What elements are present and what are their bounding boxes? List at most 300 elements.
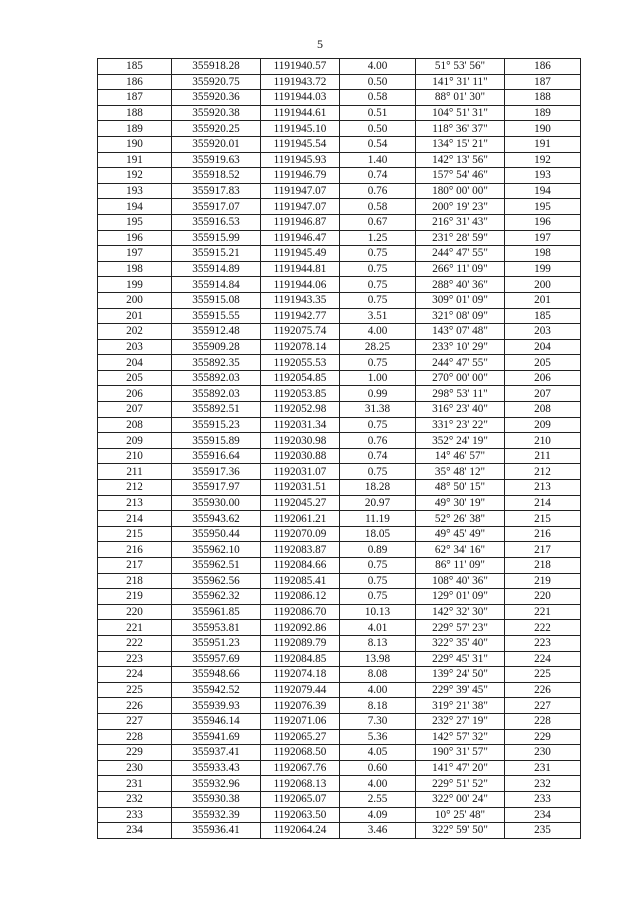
- y-coordinate-cell: 1191943.72: [261, 74, 340, 90]
- table-row: [98, 74, 581, 90]
- point-number-cell: 225: [98, 682, 172, 698]
- bearing-cell: 142° 32' 30": [416, 604, 505, 620]
- distance-cell: 11.19: [340, 511, 416, 527]
- y-coordinate-cell: 1192030.98: [261, 433, 340, 449]
- next-point-number-cell: 203: [505, 324, 581, 340]
- x-coordinate-cell: 355930.00: [172, 495, 261, 511]
- table-row: [98, 152, 581, 168]
- point-number-cell: 202: [98, 324, 172, 340]
- table-row: [98, 355, 581, 371]
- distance-cell: 0.60: [340, 760, 416, 776]
- next-point-number-cell: 207: [505, 386, 581, 402]
- table-row: [98, 214, 581, 230]
- distance-cell: 7.30: [340, 713, 416, 729]
- x-coordinate-cell: 355917.36: [172, 464, 261, 480]
- x-coordinate-cell: 355909.28: [172, 339, 261, 355]
- next-point-number-cell: 208: [505, 402, 581, 418]
- x-coordinate-cell: 355920.38: [172, 105, 261, 121]
- x-coordinate-cell: 355942.52: [172, 682, 261, 698]
- bearing-cell: 232° 27' 19": [416, 713, 505, 729]
- y-coordinate-cell: 1191945.10: [261, 121, 340, 137]
- next-point-number-cell: 191: [505, 136, 581, 152]
- y-coordinate-cell: 1191944.81: [261, 261, 340, 277]
- x-coordinate-cell: 355892.51: [172, 402, 261, 418]
- x-coordinate-cell: 355912.48: [172, 324, 261, 340]
- distance-cell: 5.36: [340, 729, 416, 745]
- point-number-cell: 216: [98, 542, 172, 558]
- table-row: [98, 791, 581, 807]
- x-coordinate-cell: 355915.89: [172, 433, 261, 449]
- bearing-cell: 270° 00' 00": [416, 370, 505, 386]
- table-row: [98, 183, 581, 199]
- distance-cell: 8.08: [340, 667, 416, 683]
- y-coordinate-cell: 1192084.66: [261, 558, 340, 574]
- y-coordinate-cell: 1192031.07: [261, 464, 340, 480]
- y-coordinate-cell: 1191947.07: [261, 199, 340, 215]
- next-point-number-cell: 221: [505, 604, 581, 620]
- x-coordinate-cell: 355950.44: [172, 526, 261, 542]
- next-point-number-cell: 214: [505, 495, 581, 511]
- point-number-cell: 199: [98, 277, 172, 293]
- bearing-cell: 134° 15' 21": [416, 136, 505, 152]
- point-number-cell: 234: [98, 823, 172, 839]
- next-point-number-cell: 210: [505, 433, 581, 449]
- x-coordinate-cell: 355933.43: [172, 760, 261, 776]
- distance-cell: 0.50: [340, 74, 416, 90]
- table-row: [98, 90, 581, 106]
- bearing-cell: 143° 07' 48": [416, 324, 505, 340]
- x-coordinate-cell: 355915.08: [172, 292, 261, 308]
- next-point-number-cell: 224: [505, 651, 581, 667]
- point-number-cell: 207: [98, 402, 172, 418]
- y-coordinate-cell: 1191940.57: [261, 59, 340, 75]
- distance-cell: 0.99: [340, 386, 416, 402]
- y-coordinate-cell: 1191947.07: [261, 183, 340, 199]
- x-coordinate-cell: 355962.51: [172, 558, 261, 574]
- table-row: [98, 136, 581, 152]
- next-point-number-cell: 186: [505, 59, 581, 75]
- x-coordinate-cell: 355951.23: [172, 635, 261, 651]
- point-number-cell: 221: [98, 620, 172, 636]
- point-number-cell: 222: [98, 635, 172, 651]
- y-coordinate-cell: 1192067.76: [261, 760, 340, 776]
- y-coordinate-cell: 1192085.41: [261, 573, 340, 589]
- distance-cell: 4.00: [340, 776, 416, 792]
- point-number-cell: 218: [98, 573, 172, 589]
- y-coordinate-cell: 1192031.51: [261, 480, 340, 496]
- bearing-cell: 316° 23' 40": [416, 402, 505, 418]
- bearing-cell: 142° 13' 56": [416, 152, 505, 168]
- distance-cell: 0.76: [340, 433, 416, 449]
- x-coordinate-cell: 355941.69: [172, 729, 261, 745]
- distance-cell: 0.75: [340, 261, 416, 277]
- x-coordinate-cell: 355892.35: [172, 355, 261, 371]
- next-point-number-cell: 211: [505, 448, 581, 464]
- table-row: [98, 386, 581, 402]
- table-row: [98, 261, 581, 277]
- coordinates-table-body: [98, 59, 581, 839]
- next-point-number-cell: 213: [505, 480, 581, 496]
- distance-cell: 0.75: [340, 464, 416, 480]
- bearing-cell: 14° 46' 57": [416, 448, 505, 464]
- bearing-cell: 180° 00' 00": [416, 183, 505, 199]
- distance-cell: 18.28: [340, 480, 416, 496]
- bearing-cell: 288° 40' 36": [416, 277, 505, 293]
- next-point-number-cell: 215: [505, 511, 581, 527]
- y-coordinate-cell: 1191943.35: [261, 292, 340, 308]
- table-row: [98, 604, 581, 620]
- point-number-cell: 232: [98, 791, 172, 807]
- point-number-cell: 227: [98, 713, 172, 729]
- distance-cell: 0.75: [340, 277, 416, 293]
- point-number-cell: 196: [98, 230, 172, 246]
- next-point-number-cell: 200: [505, 277, 581, 293]
- bearing-cell: 157° 54' 46": [416, 168, 505, 184]
- y-coordinate-cell: 1192068.50: [261, 745, 340, 761]
- table-row: [98, 620, 581, 636]
- x-coordinate-cell: 355930.38: [172, 791, 261, 807]
- next-point-number-cell: 199: [505, 261, 581, 277]
- point-number-cell: 186: [98, 74, 172, 90]
- y-coordinate-cell: 1192078.14: [261, 339, 340, 355]
- x-coordinate-cell: 355914.89: [172, 261, 261, 277]
- bearing-cell: 52° 26' 38": [416, 511, 505, 527]
- next-point-number-cell: 189: [505, 105, 581, 121]
- bearing-cell: 141° 31' 11": [416, 74, 505, 90]
- point-number-cell: 210: [98, 448, 172, 464]
- distance-cell: 0.75: [340, 355, 416, 371]
- point-number-cell: 215: [98, 526, 172, 542]
- x-coordinate-cell: 355915.99: [172, 230, 261, 246]
- bearing-cell: 216° 31' 43": [416, 214, 505, 230]
- point-number-cell: 213: [98, 495, 172, 511]
- bearing-cell: 48° 50' 15": [416, 480, 505, 496]
- x-coordinate-cell: 355920.36: [172, 90, 261, 106]
- y-coordinate-cell: 1191946.47: [261, 230, 340, 246]
- point-number-cell: 223: [98, 651, 172, 667]
- next-point-number-cell: 192: [505, 152, 581, 168]
- y-coordinate-cell: 1192089.79: [261, 635, 340, 651]
- point-number-cell: 205: [98, 370, 172, 386]
- distance-cell: 0.75: [340, 558, 416, 574]
- distance-cell: 8.13: [340, 635, 416, 651]
- x-coordinate-cell: 355962.56: [172, 573, 261, 589]
- table-row: [98, 480, 581, 496]
- table-row: [98, 698, 581, 714]
- next-point-number-cell: 234: [505, 807, 581, 823]
- bearing-cell: 244° 47' 55": [416, 246, 505, 262]
- distance-cell: 0.54: [340, 136, 416, 152]
- x-coordinate-cell: 355962.10: [172, 542, 261, 558]
- table-row: [98, 573, 581, 589]
- distance-cell: 0.75: [340, 589, 416, 605]
- x-coordinate-cell: 355957.69: [172, 651, 261, 667]
- next-point-number-cell: 185: [505, 308, 581, 324]
- table-row: [98, 339, 581, 355]
- next-point-number-cell: 216: [505, 526, 581, 542]
- point-number-cell: 200: [98, 292, 172, 308]
- bearing-cell: 35° 48' 12": [416, 464, 505, 480]
- point-number-cell: 209: [98, 433, 172, 449]
- x-coordinate-cell: 355937.41: [172, 745, 261, 761]
- point-number-cell: 189: [98, 121, 172, 137]
- distance-cell: 2.55: [340, 791, 416, 807]
- y-coordinate-cell: 1191944.03: [261, 90, 340, 106]
- distance-cell: 4.01: [340, 620, 416, 636]
- bearing-cell: 62° 34' 16": [416, 542, 505, 558]
- x-coordinate-cell: 355914.84: [172, 277, 261, 293]
- distance-cell: 0.75: [340, 573, 416, 589]
- distance-cell: 4.05: [340, 745, 416, 761]
- bearing-cell: 321° 08' 09": [416, 308, 505, 324]
- distance-cell: 4.00: [340, 324, 416, 340]
- distance-cell: 4.00: [340, 59, 416, 75]
- next-point-number-cell: 229: [505, 729, 581, 745]
- next-point-number-cell: 197: [505, 230, 581, 246]
- distance-cell: 0.58: [340, 199, 416, 215]
- x-coordinate-cell: 355916.64: [172, 448, 261, 464]
- x-coordinate-cell: 355961.85: [172, 604, 261, 620]
- table-row: [98, 526, 581, 542]
- y-coordinate-cell: 1192070.09: [261, 526, 340, 542]
- x-coordinate-cell: 355915.55: [172, 308, 261, 324]
- table-row: [98, 682, 581, 698]
- distance-cell: 13.98: [340, 651, 416, 667]
- distance-cell: 0.89: [340, 542, 416, 558]
- distance-cell: 8.18: [340, 698, 416, 714]
- x-coordinate-cell: 355953.81: [172, 620, 261, 636]
- point-number-cell: 185: [98, 59, 172, 75]
- x-coordinate-cell: 355920.01: [172, 136, 261, 152]
- distance-cell: 0.67: [340, 214, 416, 230]
- x-coordinate-cell: 355932.39: [172, 807, 261, 823]
- next-point-number-cell: 204: [505, 339, 581, 355]
- table-row: [98, 558, 581, 574]
- next-point-number-cell: 193: [505, 168, 581, 184]
- distance-cell: 0.75: [340, 292, 416, 308]
- point-number-cell: 211: [98, 464, 172, 480]
- point-number-cell: 204: [98, 355, 172, 371]
- point-number-cell: 198: [98, 261, 172, 277]
- y-coordinate-cell: 1191942.77: [261, 308, 340, 324]
- x-coordinate-cell: 355946.14: [172, 713, 261, 729]
- distance-cell: 3.46: [340, 823, 416, 839]
- bearing-cell: 229° 57' 23": [416, 620, 505, 636]
- y-coordinate-cell: 1191944.06: [261, 277, 340, 293]
- x-coordinate-cell: 355892.03: [172, 370, 261, 386]
- point-number-cell: 187: [98, 90, 172, 106]
- point-number-cell: 231: [98, 776, 172, 792]
- page-number: 5: [317, 37, 323, 51]
- distance-cell: 20.97: [340, 495, 416, 511]
- bearing-cell: 322° 59' 50": [416, 823, 505, 839]
- bearing-cell: 266° 11' 09": [416, 261, 505, 277]
- x-coordinate-cell: 355919.63: [172, 152, 261, 168]
- table-row: [98, 807, 581, 823]
- next-point-number-cell: 220: [505, 589, 581, 605]
- x-coordinate-cell: 355917.07: [172, 199, 261, 215]
- table-row: [98, 464, 581, 480]
- point-number-cell: 197: [98, 246, 172, 262]
- bearing-cell: 49° 30' 19": [416, 495, 505, 511]
- table-row: [98, 776, 581, 792]
- next-point-number-cell: 205: [505, 355, 581, 371]
- distance-cell: 4.09: [340, 807, 416, 823]
- point-number-cell: 230: [98, 760, 172, 776]
- y-coordinate-cell: 1192054.85: [261, 370, 340, 386]
- next-point-number-cell: 225: [505, 667, 581, 683]
- distance-cell: 0.76: [340, 183, 416, 199]
- bearing-cell: 229° 51' 52": [416, 776, 505, 792]
- next-point-number-cell: 188: [505, 90, 581, 106]
- bearing-cell: 141° 47' 20": [416, 760, 505, 776]
- y-coordinate-cell: 1191944.61: [261, 105, 340, 121]
- bearing-cell: 200° 19' 23": [416, 199, 505, 215]
- distance-cell: 1.40: [340, 152, 416, 168]
- bearing-cell: 319° 21' 38": [416, 698, 505, 714]
- bearing-cell: 86° 11' 09": [416, 558, 505, 574]
- table-row: [98, 823, 581, 839]
- x-coordinate-cell: 355939.93: [172, 698, 261, 714]
- next-point-number-cell: 222: [505, 620, 581, 636]
- y-coordinate-cell: 1192052.98: [261, 402, 340, 418]
- point-number-cell: 217: [98, 558, 172, 574]
- bearing-cell: 322° 35' 40": [416, 635, 505, 651]
- y-coordinate-cell: 1191945.49: [261, 246, 340, 262]
- point-number-cell: 193: [98, 183, 172, 199]
- coordinates-table: [97, 58, 581, 839]
- y-coordinate-cell: 1192086.70: [261, 604, 340, 620]
- x-coordinate-cell: 355915.21: [172, 246, 261, 262]
- table-row: [98, 745, 581, 761]
- y-coordinate-cell: 1192055.53: [261, 355, 340, 371]
- bearing-cell: 142° 57' 32": [416, 729, 505, 745]
- table-row: [98, 292, 581, 308]
- next-point-number-cell: 231: [505, 760, 581, 776]
- y-coordinate-cell: 1192086.12: [261, 589, 340, 605]
- next-point-number-cell: 217: [505, 542, 581, 558]
- next-point-number-cell: 209: [505, 417, 581, 433]
- bearing-cell: 309° 01' 09": [416, 292, 505, 308]
- point-number-cell: 208: [98, 417, 172, 433]
- point-number-cell: 194: [98, 199, 172, 215]
- next-point-number-cell: 230: [505, 745, 581, 761]
- point-number-cell: 228: [98, 729, 172, 745]
- next-point-number-cell: 196: [505, 214, 581, 230]
- distance-cell: 4.00: [340, 682, 416, 698]
- x-coordinate-cell: 355932.96: [172, 776, 261, 792]
- y-coordinate-cell: 1192068.13: [261, 776, 340, 792]
- point-number-cell: 206: [98, 386, 172, 402]
- y-coordinate-cell: 1192061.21: [261, 511, 340, 527]
- distance-cell: 28.25: [340, 339, 416, 355]
- next-point-number-cell: 194: [505, 183, 581, 199]
- table-row: [98, 495, 581, 511]
- bearing-cell: 244° 47' 55": [416, 355, 505, 371]
- table-row: [98, 542, 581, 558]
- y-coordinate-cell: 1192076.39: [261, 698, 340, 714]
- y-coordinate-cell: 1192031.34: [261, 417, 340, 433]
- point-number-cell: 203: [98, 339, 172, 355]
- point-number-cell: 229: [98, 745, 172, 761]
- point-number-cell: 188: [98, 105, 172, 121]
- point-number-cell: 212: [98, 480, 172, 496]
- table-row: [98, 308, 581, 324]
- next-point-number-cell: 206: [505, 370, 581, 386]
- distance-cell: 0.51: [340, 105, 416, 121]
- x-coordinate-cell: 355918.52: [172, 168, 261, 184]
- y-coordinate-cell: 1192045.27: [261, 495, 340, 511]
- point-number-cell: 220: [98, 604, 172, 620]
- distance-cell: 1.25: [340, 230, 416, 246]
- next-point-number-cell: 226: [505, 682, 581, 698]
- table-row: [98, 713, 581, 729]
- x-coordinate-cell: 355917.97: [172, 480, 261, 496]
- table-row: [98, 589, 581, 605]
- bearing-cell: 129° 01' 09": [416, 589, 505, 605]
- distance-cell: 3.51: [340, 308, 416, 324]
- table-row: [98, 246, 581, 262]
- distance-cell: 18.05: [340, 526, 416, 542]
- next-point-number-cell: 233: [505, 791, 581, 807]
- table-row: [98, 635, 581, 651]
- table-row: [98, 168, 581, 184]
- point-number-cell: 214: [98, 511, 172, 527]
- next-point-number-cell: 190: [505, 121, 581, 137]
- x-coordinate-cell: 355962.32: [172, 589, 261, 605]
- distance-cell: 10.13: [340, 604, 416, 620]
- bearing-cell: 49° 45' 49": [416, 526, 505, 542]
- table-row: [98, 324, 581, 340]
- bearing-cell: 229° 39' 45": [416, 682, 505, 698]
- table-row: [98, 511, 581, 527]
- bearing-cell: 51° 53' 56": [416, 59, 505, 75]
- point-number-cell: 195: [98, 214, 172, 230]
- table-row: [98, 760, 581, 776]
- x-coordinate-cell: 355917.83: [172, 183, 261, 199]
- y-coordinate-cell: 1191945.93: [261, 152, 340, 168]
- y-coordinate-cell: 1191945.54: [261, 136, 340, 152]
- next-point-number-cell: 218: [505, 558, 581, 574]
- distance-cell: 0.74: [340, 168, 416, 184]
- x-coordinate-cell: 355943.62: [172, 511, 261, 527]
- distance-cell: 0.50: [340, 121, 416, 137]
- bearing-cell: 88° 01' 30": [416, 90, 505, 106]
- y-coordinate-cell: 1192083.87: [261, 542, 340, 558]
- point-number-cell: 190: [98, 136, 172, 152]
- point-number-cell: 226: [98, 698, 172, 714]
- y-coordinate-cell: 1192084.85: [261, 651, 340, 667]
- x-coordinate-cell: 355936.41: [172, 823, 261, 839]
- point-number-cell: 192: [98, 168, 172, 184]
- y-coordinate-cell: 1192053.85: [261, 386, 340, 402]
- distance-cell: 31.38: [340, 402, 416, 418]
- table-row: [98, 105, 581, 121]
- x-coordinate-cell: 355920.25: [172, 121, 261, 137]
- next-point-number-cell: 219: [505, 573, 581, 589]
- bearing-cell: 118° 36' 37": [416, 121, 505, 137]
- table-row: [98, 651, 581, 667]
- table-row: [98, 667, 581, 683]
- y-coordinate-cell: 1192030.88: [261, 448, 340, 464]
- table-row: [98, 448, 581, 464]
- y-coordinate-cell: 1192065.27: [261, 729, 340, 745]
- distance-cell: 1.00: [340, 370, 416, 386]
- y-coordinate-cell: 1191946.79: [261, 168, 340, 184]
- point-number-cell: 219: [98, 589, 172, 605]
- distance-cell: 0.74: [340, 448, 416, 464]
- table-row: [98, 199, 581, 215]
